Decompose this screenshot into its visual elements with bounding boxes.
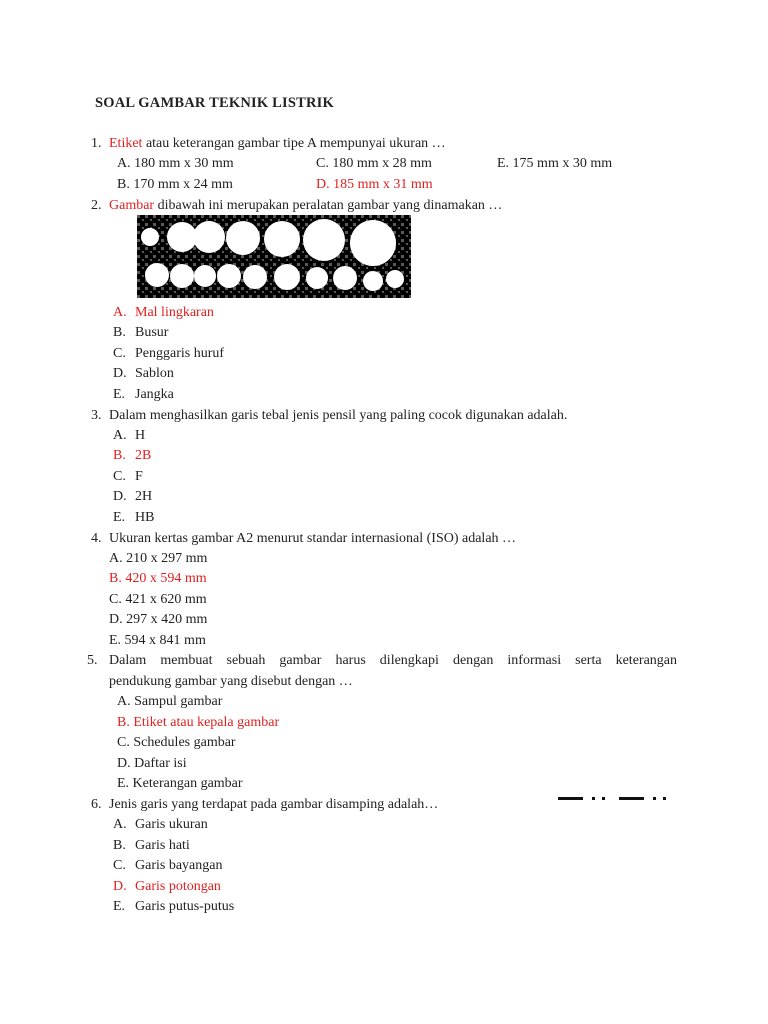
question-6-option-text: Garis ukuran: [135, 817, 208, 832]
question-5-number: 5.: [87, 653, 98, 668]
question-3-text: Dalam menghasilkan garis tebal jenis pensil yang paling cocok digunakan adalah.: [109, 408, 568, 423]
question-1-number: 1.: [91, 136, 102, 151]
question-3-option-letter: D.: [113, 489, 127, 504]
question-6-option-letter: C.: [113, 858, 126, 873]
question-4-number: 4.: [91, 531, 102, 546]
question-3-option-letter: B.: [113, 448, 126, 463]
question-2-option-letter: D.: [113, 366, 127, 381]
question-4-option-c: C. 421 x 620 mm: [109, 592, 207, 607]
question-2-rest: dibawah ini merupakan peralatan gambar yang dinamakan …: [154, 198, 503, 213]
question-2-option-letter: E.: [113, 387, 126, 402]
question-6-option-text: Garis hati: [135, 838, 190, 853]
question-3-option-letter: C.: [113, 469, 126, 484]
question-1-option-a: A. 180 mm x 30 mm: [117, 156, 234, 171]
question-5-option-c: C. Schedules gambar: [117, 735, 236, 750]
question-2-text: [109, 197, 502, 214]
question-1-option-d-answer: D. 185 mm x 31 mm: [316, 177, 433, 192]
question-2-number: 2.: [91, 198, 102, 213]
question-4-text: Ukuran kertas gambar A2 menurut standar internasional (ISO) adalah …: [109, 531, 517, 546]
question-3-option-letter: E.: [113, 510, 126, 525]
question-1-option-e: E. 175 mm x 30 mm: [497, 156, 613, 171]
question-5-option-e: E. Keterangan gambar: [117, 776, 243, 791]
question-4-option-a: A. 210 x 297 mm: [109, 551, 208, 566]
question-5-text-line-2: pendukung gambar yang disebut dengan …: [109, 674, 353, 689]
question-6-option-letter: A.: [113, 817, 127, 832]
question-5-option-d: D. Daftar isi: [117, 756, 187, 771]
question-6-text: Jenis garis yang terdapat pada gambar disamping adalah…: [109, 797, 439, 812]
question-2-keyword: Gambar: [109, 198, 155, 213]
question-3-number: 3.: [91, 408, 102, 423]
question-2-option-letter: B.: [113, 325, 126, 340]
circle-template-image: [137, 215, 411, 298]
question-6-option-text: Garis bayangan: [135, 858, 223, 873]
question-5-option-b-answer: B. Etiket atau kepala gambar: [117, 715, 280, 730]
question-2-option-text: Sablon: [135, 366, 174, 381]
question-5-option-a: A. Sampul gambar: [117, 694, 223, 709]
question-6-option-letter: E.: [113, 899, 126, 914]
question-4-option-b-answer: B. 420 x 594 mm: [109, 571, 207, 586]
question-6-option-text-answer: Garis potongan: [135, 879, 221, 894]
cutting-line-sample: [556, 792, 672, 806]
question-6-option-text: Garis putus-putus: [135, 899, 235, 914]
question-1-keyword: Etiket: [109, 136, 143, 151]
question-3-option-letter: A.: [113, 428, 127, 443]
question-2-option-text: Penggaris huruf: [135, 346, 225, 361]
question-3-option-text: H: [135, 428, 146, 443]
question-2-option-letter: C.: [113, 346, 126, 361]
question-6-option-letter: B.: [113, 838, 126, 853]
question-4-option-d: D. 297 x 420 mm: [109, 612, 208, 627]
question-5-text-line-1: Dalam membuat sebuah gambar harus dilengkapi dengan informasi serta keterangan: [109, 653, 677, 668]
question-1-option-c: C. 180 mm x 28 mm: [316, 156, 432, 171]
question-4-option-e: E. 594 x 841 mm: [109, 633, 206, 648]
question-3-option-text: HB: [135, 510, 155, 525]
question-3-option-text: 2H: [135, 489, 153, 504]
question-6-number: 6.: [91, 797, 102, 812]
question-2-option-text: Busur: [135, 325, 169, 340]
question-1-text: [109, 135, 446, 152]
question-1-option-b: B. 170 mm x 24 mm: [117, 177, 233, 192]
question-2-option-text-answer: Mal lingkaran: [135, 305, 214, 320]
question-3-option-text: F: [135, 469, 143, 484]
question-1-rest: atau keterangan gambar tipe A mempunyai ukuran …: [142, 136, 446, 151]
question-6-option-letter: D.: [113, 879, 127, 894]
page-title: SOAL GAMBAR TEKNIK LISTRIK: [95, 95, 335, 111]
question-3-option-text-answer: 2B: [135, 448, 152, 463]
question-2-option-text: Jangka: [135, 387, 174, 402]
question-2-option-letter: A.: [113, 305, 127, 320]
